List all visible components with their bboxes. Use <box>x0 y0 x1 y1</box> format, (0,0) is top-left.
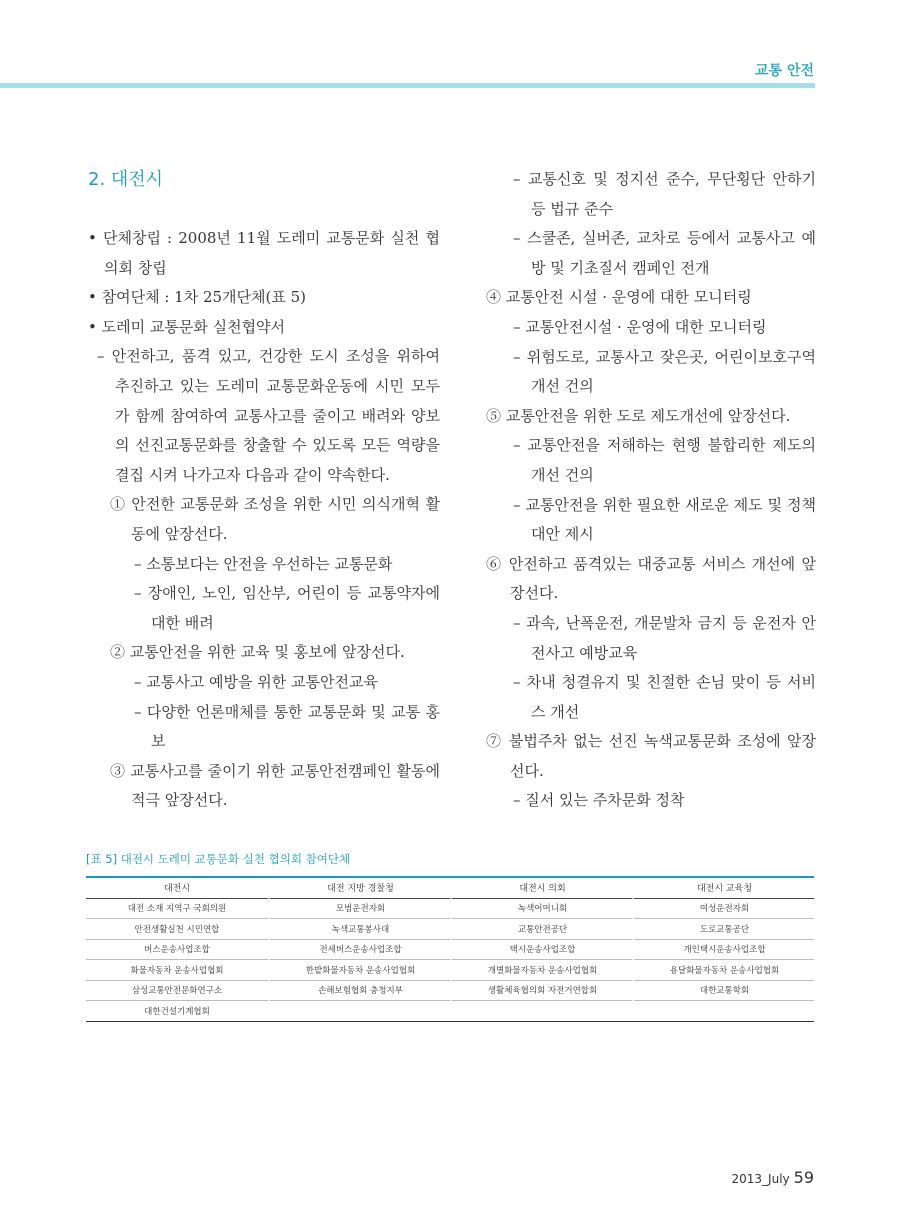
text-line: ⑦ 불법주차 없는 선진 녹색교통문화 조성에 앞장선다. <box>486 732 816 780</box>
text-line: ③ 교통사고를 줄이기 위한 교통안전캠페인 활동에 적극 앞장선다. <box>110 761 440 810</box>
table-header-cell: 대전시 의회 <box>450 878 632 899</box>
table-cell: 모범운전자회 <box>268 899 450 920</box>
table-cell <box>450 1001 632 1021</box>
table-header-row <box>86 878 814 899</box>
table-cell: 도로교통공단 <box>632 919 814 940</box>
table-cell: 손해보험협회 충청지부 <box>268 981 450 1002</box>
table-cell <box>268 1001 450 1021</box>
table-cell <box>632 1001 814 1021</box>
table-cell: 생활체육협의회 자전거연합회 <box>450 981 632 1002</box>
table-cell: 여성운전자회 <box>632 899 814 920</box>
right-text-body <box>486 165 816 816</box>
table-row <box>86 940 814 961</box>
table-cell: 삼성교통안전문화연구소 <box>86 981 268 1002</box>
table-cell: 대전 소재 지역구 국회의원 <box>86 899 268 920</box>
text-line: • 도레미 교통문화 실천협약서 <box>88 317 286 336</box>
text-line: ④ 교통안전 시설 · 운영에 대한 모니터링 <box>486 288 752 307</box>
text-line: – 교통사고 예방을 위한 교통안전교육 <box>134 672 378 691</box>
table-row <box>86 960 814 981</box>
table-cell: 녹색교통봉사대 <box>268 919 450 940</box>
table-row <box>86 1001 814 1021</box>
table-cell: 전세버스운송사업조합 <box>268 940 450 961</box>
text-line: ⑥ 안전하고 품격있는 대중교통 서비스 개선에 앞장선다. <box>486 554 816 603</box>
text-line: – 스쿨존, 실버존, 교차로 등에서 교통사고 예방 및 기초질서 캠페인 전개 <box>513 229 816 277</box>
text-line: – 질서 있는 주차문화 정착 <box>513 791 685 810</box>
text-line: – 과속, 난폭운전, 개문발차 금지 등 운전자 안전사고 예방교육 <box>513 613 816 662</box>
left-column <box>88 165 440 816</box>
table-cell: 개별화물자동차 운송사업협회 <box>450 960 632 981</box>
text-line: – 다양한 언론매체를 통한 교통문화 및 교통 홍보 <box>134 702 440 751</box>
table-body <box>86 899 814 1021</box>
table-cell: 한밭화물자동차 운송사업협회 <box>268 960 450 981</box>
text-line: ① 안전한 교통문화 조성을 위한 시민 의식개혁 활동에 앞장선다. <box>110 495 440 543</box>
text-line: ⑤ 교통안전을 위한 도로 제도개선에 앞장선다. <box>486 406 791 425</box>
table-row <box>86 981 814 1002</box>
table-cell: 대한교통학회 <box>632 981 814 1002</box>
text-line: – 소통보다는 안전을 우선하는 교통문화 <box>134 554 393 573</box>
text-line: – 교통안전을 저해하는 현행 불합리한 제도의 개선 건의 <box>513 436 816 484</box>
text-line: – 위험도로, 교통사고 잦은곳, 어린이보호구역 개선 건의 <box>513 347 816 396</box>
table-header-cell: 대전시 교육청 <box>632 878 814 899</box>
table-header-cell: 대전시 <box>86 878 268 899</box>
section-heading: 2. 대전시 <box>88 169 164 190</box>
text-line: • 참여단체 : 1차 25개단체(표 5) <box>88 288 307 307</box>
table-cell: 택시운송사업조합 <box>450 940 632 961</box>
table-cell: 안전생활실천 시민연합 <box>86 919 268 940</box>
text-line: – 교통안전을 위한 필요한 새로운 제도 및 정책 대안 제시 <box>513 495 816 544</box>
text-line: – 차내 청결유지 및 친절한 손님 맞이 등 서비스 개선 <box>513 673 816 721</box>
table-cell: 녹색어머니회 <box>450 899 632 920</box>
table-cell: 버스운송사업조합 <box>86 940 268 961</box>
text-line: – 교통신호 및 정지선 준수, 무단횡단 안하기 등 법규 준수 <box>513 170 816 218</box>
page-number: 59 <box>793 1168 814 1187</box>
page-footer <box>732 1168 814 1187</box>
table-cell: 대한건설기계협회 <box>144 1006 210 1017</box>
table-header-cell: 대전 지방 경찰청 <box>268 878 450 899</box>
table-cell: 화물자동차 운송사업협회 <box>86 960 268 981</box>
text-line: – 장애인, 노인, 임산부, 어린이 등 교통약자에 대한 배려 <box>134 584 440 632</box>
table-row <box>86 899 814 920</box>
table-cell: 개인택시운송사업조합 <box>632 940 814 961</box>
table-caption: [표 5] 대전시 도레미 교통문화 실천 협의회 참여단체 <box>86 852 351 866</box>
left-text-body <box>88 224 440 816</box>
table-row <box>86 919 814 940</box>
table-cell: 용달화물자동차 운송사업협회 <box>632 960 814 981</box>
text-line: ② 교통안전을 위한 교육 및 홍보에 앞장선다. <box>110 643 405 662</box>
member-organizations-table <box>86 876 814 1022</box>
issue-label: 2013_July <box>731 1172 790 1186</box>
text-line: • 단체창립 : 2008년 11월 도레미 교통문화 실천 협의회 창립 <box>88 229 440 277</box>
header-rule <box>0 83 815 88</box>
text-line: – 안전하고, 품격 있고, 건강한 도시 조성을 위하여 추진하고 있는 도레미 교통문화운동에 시민 모두가 함께 참여하여 교통사고를 줄이고 배려와 양보의 선진교통문화를 창출할 수 있도록 모든 역량을 결집 시켜 나가고자 다음과 같이 약속한다. <box>97 347 440 484</box>
section-tag: 교통 안전 <box>755 63 814 79</box>
right-column <box>486 165 816 816</box>
table-cell: 교통안전공단 <box>450 919 632 940</box>
text-line: – 교통안전시설 · 운영에 대한 모니터링 <box>513 317 767 336</box>
